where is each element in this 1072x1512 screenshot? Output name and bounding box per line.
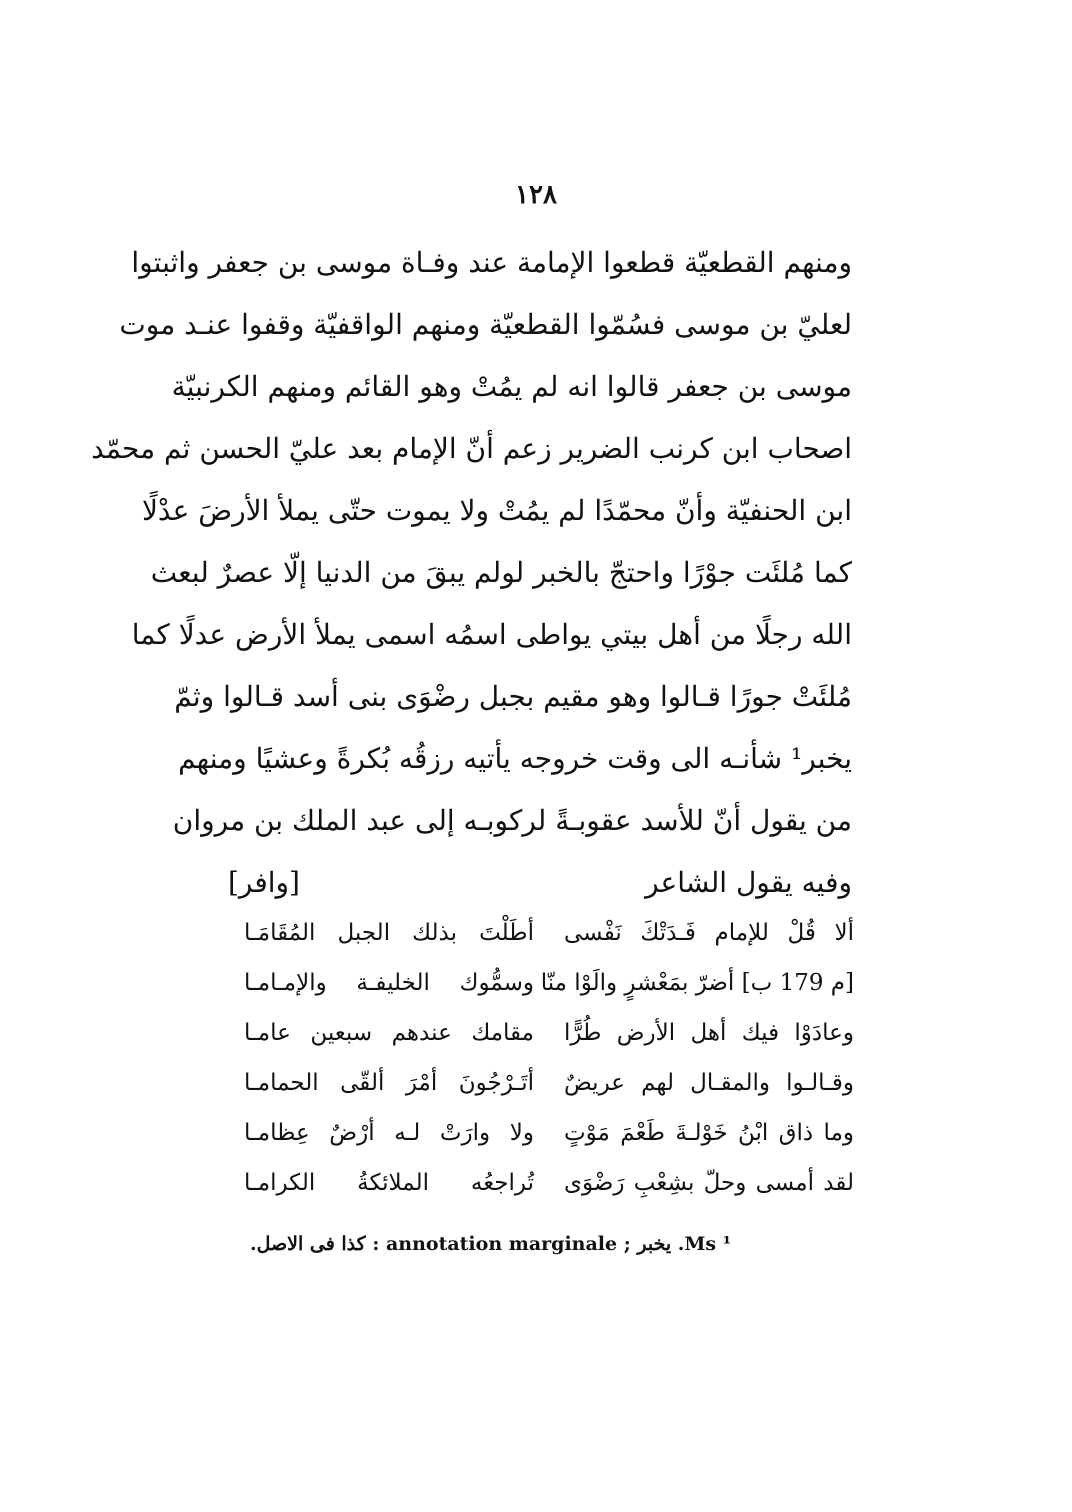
second-hemistich: أتَـرْجُونَ أمْرَ ألقّى الحمامـا (244, 1070, 534, 1096)
verse (244, 1158, 854, 1208)
prose-line: مُلئَتْ جورًا قـالوا وهو مقيم بجبل رضْوَى بنى أسد قـالوا وثمّ (174, 680, 852, 713)
verse (244, 1058, 854, 1108)
prose-line: لعليّ بن موسى فسُمّوا القطعيّة ومنهم الواقفيّة وقفوا عنـد موت (119, 308, 852, 341)
verse (244, 1008, 854, 1058)
poem-intro-line (228, 852, 852, 914)
prose-line: موسى بن جعفر قالوا انه لم يمُتْ وهو القائم ومنهم الكرنبيّة (171, 370, 852, 403)
prose-line: اصحاب ابن كرنب الضرير زعم أنّ الإمام بعد عليّ الحسن ثم محمّد (91, 432, 852, 465)
prose-line: ومنهم القطعيّة قطعوا الإمامة عند وفـاة موسى بن جعفر واثبتوا (131, 246, 852, 279)
second-hemistich: وسمُّوك الخليفـة والإمـامـا (244, 970, 534, 996)
second-hemistich: ولا وارَتْ لـه أرْضٌ عِظامـا (244, 1120, 534, 1146)
first-hemistich: وقـالـوا والمقـال لهم عريضٌ (564, 1070, 854, 1096)
verse (244, 908, 854, 958)
prose-line: كما مُلئَت جوْرًا واحتجّ بالخبر لولم يبقَ من الدنيا إلّا عصرٌ لبعث (150, 556, 852, 589)
second-hemistich: مقامك عندهم سبعين عامـا (244, 1020, 534, 1046)
footnote: ¹ Ms. يخبر ; annotation marginale : كذا فى الاصل. (250, 1233, 732, 1255)
prose-line: يخبر¹ شأنـه الى وقت خروجه يأتيه رزقُه بُكرةً وعشيًا ومنهم (178, 742, 852, 775)
page-number: ١٢٨ (515, 180, 557, 210)
first-hemistich: ألا قُلْ للإمام فَـدَتْكَ نَفْسى (564, 920, 854, 946)
first-hemistich: [م 179 ب] أضرّ بمَعْشرٍ والَوْا منّا (540, 970, 854, 996)
verse (244, 1108, 854, 1158)
prose-line: ابن الحنفيّة وأنّ محمّدًا لم يمُتْ ولا يموت حتّى يملأ الأرضَ عدْلًا (141, 494, 852, 527)
poem-intro-text: وفيه يقول الشاعر (645, 866, 852, 899)
verse (244, 958, 854, 1008)
prose-line: الله رجلًا من أهل بيتي يواطى اسمُه اسمى يملأ الأرض عدلًا كما (131, 618, 852, 651)
prose-line: من يقول أنّ للأسد عقوبـةً لركوبـه إلى عبد الملك بن مروان (172, 804, 852, 837)
prose-block (91, 232, 852, 914)
second-hemistich: أطَلْتَ بذلك الجبل المُقَامَـا (244, 920, 534, 946)
first-hemistich: لقد أمسى وحلّ بشِعْبِ رَضْوَى (564, 1170, 854, 1196)
first-hemistich: وما ذاق ابْنُ خَوْلـةَ طَعْمَ مَوْتٍ (564, 1120, 854, 1146)
second-hemistich: تُراجعُه الملائكةُ الكرامـا (244, 1170, 534, 1196)
poem-block (244, 908, 854, 1208)
meter-label: [وافر] (228, 866, 300, 899)
first-hemistich: وعادَوْا فيك أهل الأرض طُرًّا (564, 1020, 854, 1046)
